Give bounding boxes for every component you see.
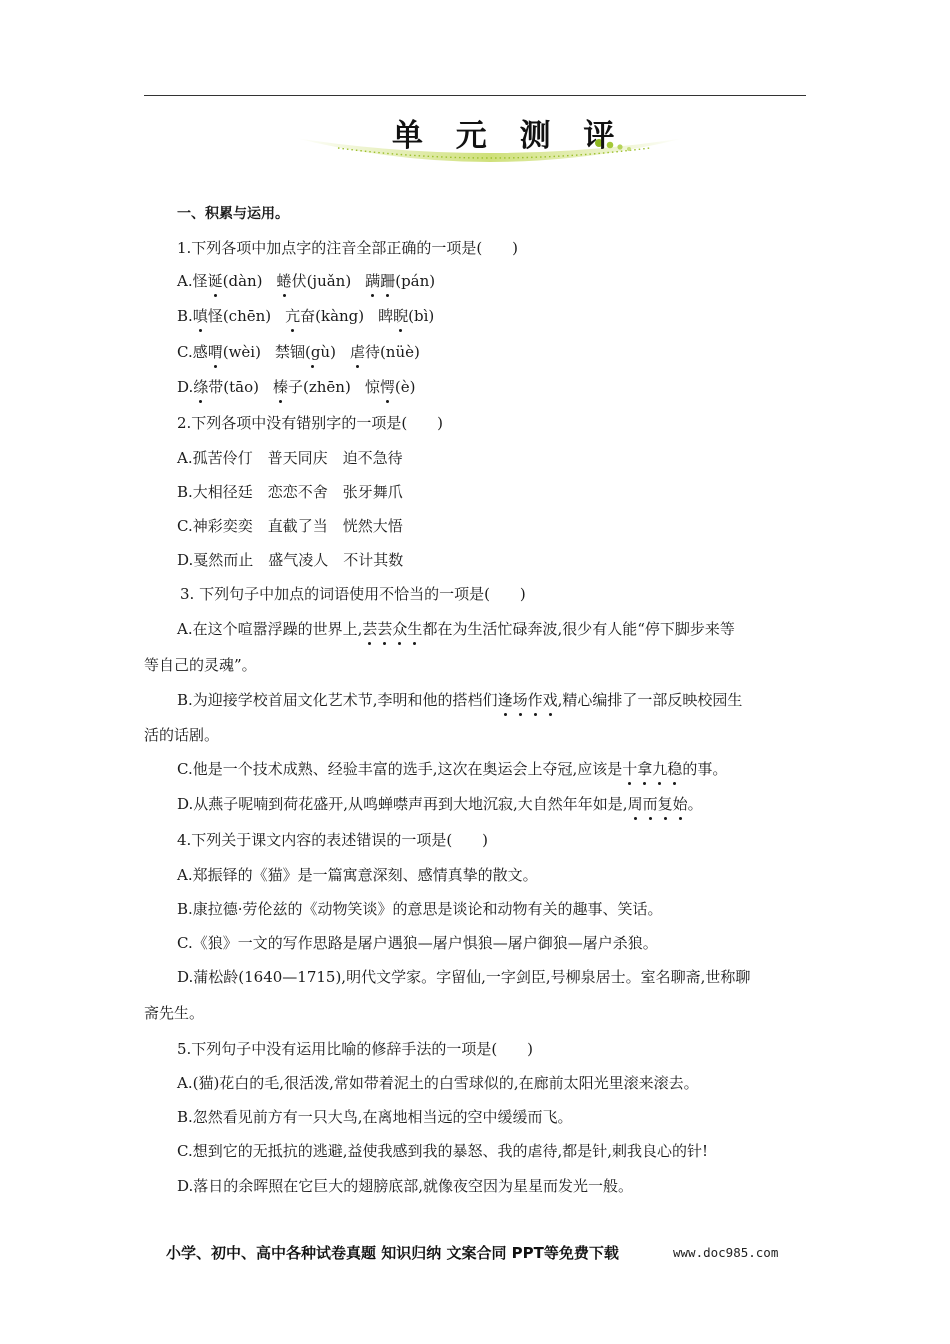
question-2-option-a: A.孤苦伶仃 普天同庆 迫不急待 <box>177 449 403 467</box>
unit-title: 单 元 测 评 <box>392 118 626 154</box>
dotted-char: 周 <box>627 795 643 813</box>
question-1-stem: 1.下列各项中加点字的注音全部正确的一项是( ) <box>177 239 519 257</box>
dotted-char: 始 <box>672 795 688 813</box>
dotted-char: 蜷 <box>276 272 292 290</box>
dotted-phrase <box>622 760 682 778</box>
question-5-option-d: D.落日的余晖照在它巨大的翅膀底部,就像夜空因为星星而发光一般。 <box>177 1177 634 1195</box>
question-2-option-c: C.神彩奕奕 直截了当 恍然大悟 <box>177 517 403 535</box>
dotted-char: 锢(gù) <box>289 343 336 361</box>
section-heading: 一、积累与运用。 <box>177 206 289 222</box>
question-5-option-b: B.忽然看见前方有一只大鸟,在离地相当远的空中缓缓而飞。 <box>177 1108 573 1126</box>
dotted-char: 嗔 <box>192 307 208 325</box>
footer-url: www.doc985.com <box>673 1245 779 1260</box>
question-5-stem: 5.下列句子中没有运用比喻的修辞手法的一项是( ) <box>177 1040 534 1058</box>
question-1-option-b: B.嗔怪(chēn) 亢奋(kàng) 睥睨(bì) <box>177 307 435 325</box>
dotted-char: 而 <box>642 795 658 813</box>
question-3-option-b-cont: 活的话剧。 <box>144 726 220 744</box>
dotted-char: 蹒 <box>365 272 381 290</box>
dotted-char: 睨 <box>393 307 409 325</box>
dotted-char: 众 <box>392 620 408 638</box>
header-rule <box>144 95 806 96</box>
question-4-option-d: D.蒲松龄(1640—1715),明代文学家。字留仙,一字剑臣,号柳泉居士。室名聊斋,世称聊 <box>177 968 751 986</box>
dotted-char: 逢 <box>497 691 513 709</box>
question-3-option-c: C.他是一个技术成熟、经验丰富的选手,这次在奥运会上夺冠,应该是十拿九稳的事。 <box>177 760 728 778</box>
question-4-stem: 4.下列关于课文内容的表述错误的一项是( ) <box>177 831 489 849</box>
question-3-option-a: A.在这个喧嚣浮躁的世界上,芸芸众生都在为生活忙碌奔波,很少有人能“停下脚步来等 <box>177 620 735 638</box>
question-1-option-c: C.感喟(wèi) 禁锢(gù) 虐待(nüè) <box>177 343 420 361</box>
dotted-char: 复 <box>657 795 673 813</box>
dotted-char: 九 <box>652 760 668 778</box>
question-2-stem: 2.下列各项中没有错别字的一项是( ) <box>177 414 444 432</box>
dotted-char: 芸 <box>362 620 378 638</box>
dotted-char: 生 <box>407 620 423 638</box>
dotted-char: 愕 <box>379 378 395 396</box>
dotted-char: 芸 <box>377 620 393 638</box>
question-2-option-d: D.戛然而止 盛气凌人 不计其数 <box>177 551 404 569</box>
question-1-option-a: A.怪诞(dàn) 蜷伏(juǎn) 蹒跚(pán) <box>177 272 436 290</box>
question-4-option-c: C.《狼》一文的写作思路是屠户遇狼—屠户惧狼—屠户御狼—屠户杀狼。 <box>177 934 658 952</box>
question-5-option-a: A.(猫)花白的毛,很活泼,常如带着泥土的白雪球似的,在廊前太阳光里滚来滚去。 <box>177 1074 699 1092</box>
dotted-char: 虐 <box>349 343 365 361</box>
question-3-stem: 3. 下列句子中加点的词语使用不恰当的一项是( ) <box>180 585 526 603</box>
dotted-char: 十 <box>622 760 638 778</box>
dotted-char: 稳 <box>667 760 683 778</box>
question-3-option-b: B.为迎接学校首届文化艺术节,李明和他的搭档们逢场作戏,精心编排了一部反映校园生 <box>177 691 743 709</box>
dotted-char: 绦 <box>193 378 209 396</box>
dotted-phrase <box>362 620 422 638</box>
question-4-option-d-cont: 斋先生。 <box>144 1004 205 1022</box>
dotted-char: 作 <box>527 691 543 709</box>
question-3-option-d: D.从燕子呢喃到荷花盛开,从鸣蝉噤声再到大地沉寂,大自然年年如是,周而复始。 <box>177 795 703 813</box>
dotted-char: 榛 <box>273 378 289 396</box>
question-2-option-b: B.大相径廷 恋恋不舍 张牙舞爪 <box>177 483 403 501</box>
question-4-option-b: B.康拉德·劳伦兹的《动物笑谈》的意思是谈论和动物有关的趣事、笑话。 <box>177 900 663 918</box>
dotted-char: 喟 <box>207 343 223 361</box>
question-4-option-a: A.郑振铎的《猫》是一篇寓意深刻、感情真挚的散文。 <box>177 866 538 884</box>
dotted-char: 诞 <box>207 272 223 290</box>
dotted-char: 亢 <box>285 307 301 325</box>
dotted-char: 拿 <box>637 760 653 778</box>
dotted-char: 跚 <box>380 272 396 290</box>
question-3-option-a-cont: 等自己的灵魂”。 <box>144 656 257 674</box>
question-5-option-c: C.想到它的无抵抗的逃避,益使我感到我的暴怒、我的虐待,都是针,刺我良心的针! <box>177 1142 709 1160</box>
question-1-option-d: D.绦带(tāo) 榛子(zhēn) 惊愕(è) <box>177 378 416 396</box>
dotted-phrase <box>498 691 558 709</box>
footer-text: 小学、初中、高中各种试卷真题 知识归纳 文案合同 PPT等免费下载 <box>166 1244 619 1262</box>
dotted-char: 戏 <box>542 691 558 709</box>
dotted-phrase <box>628 795 688 813</box>
dotted-char: 场 <box>512 691 528 709</box>
